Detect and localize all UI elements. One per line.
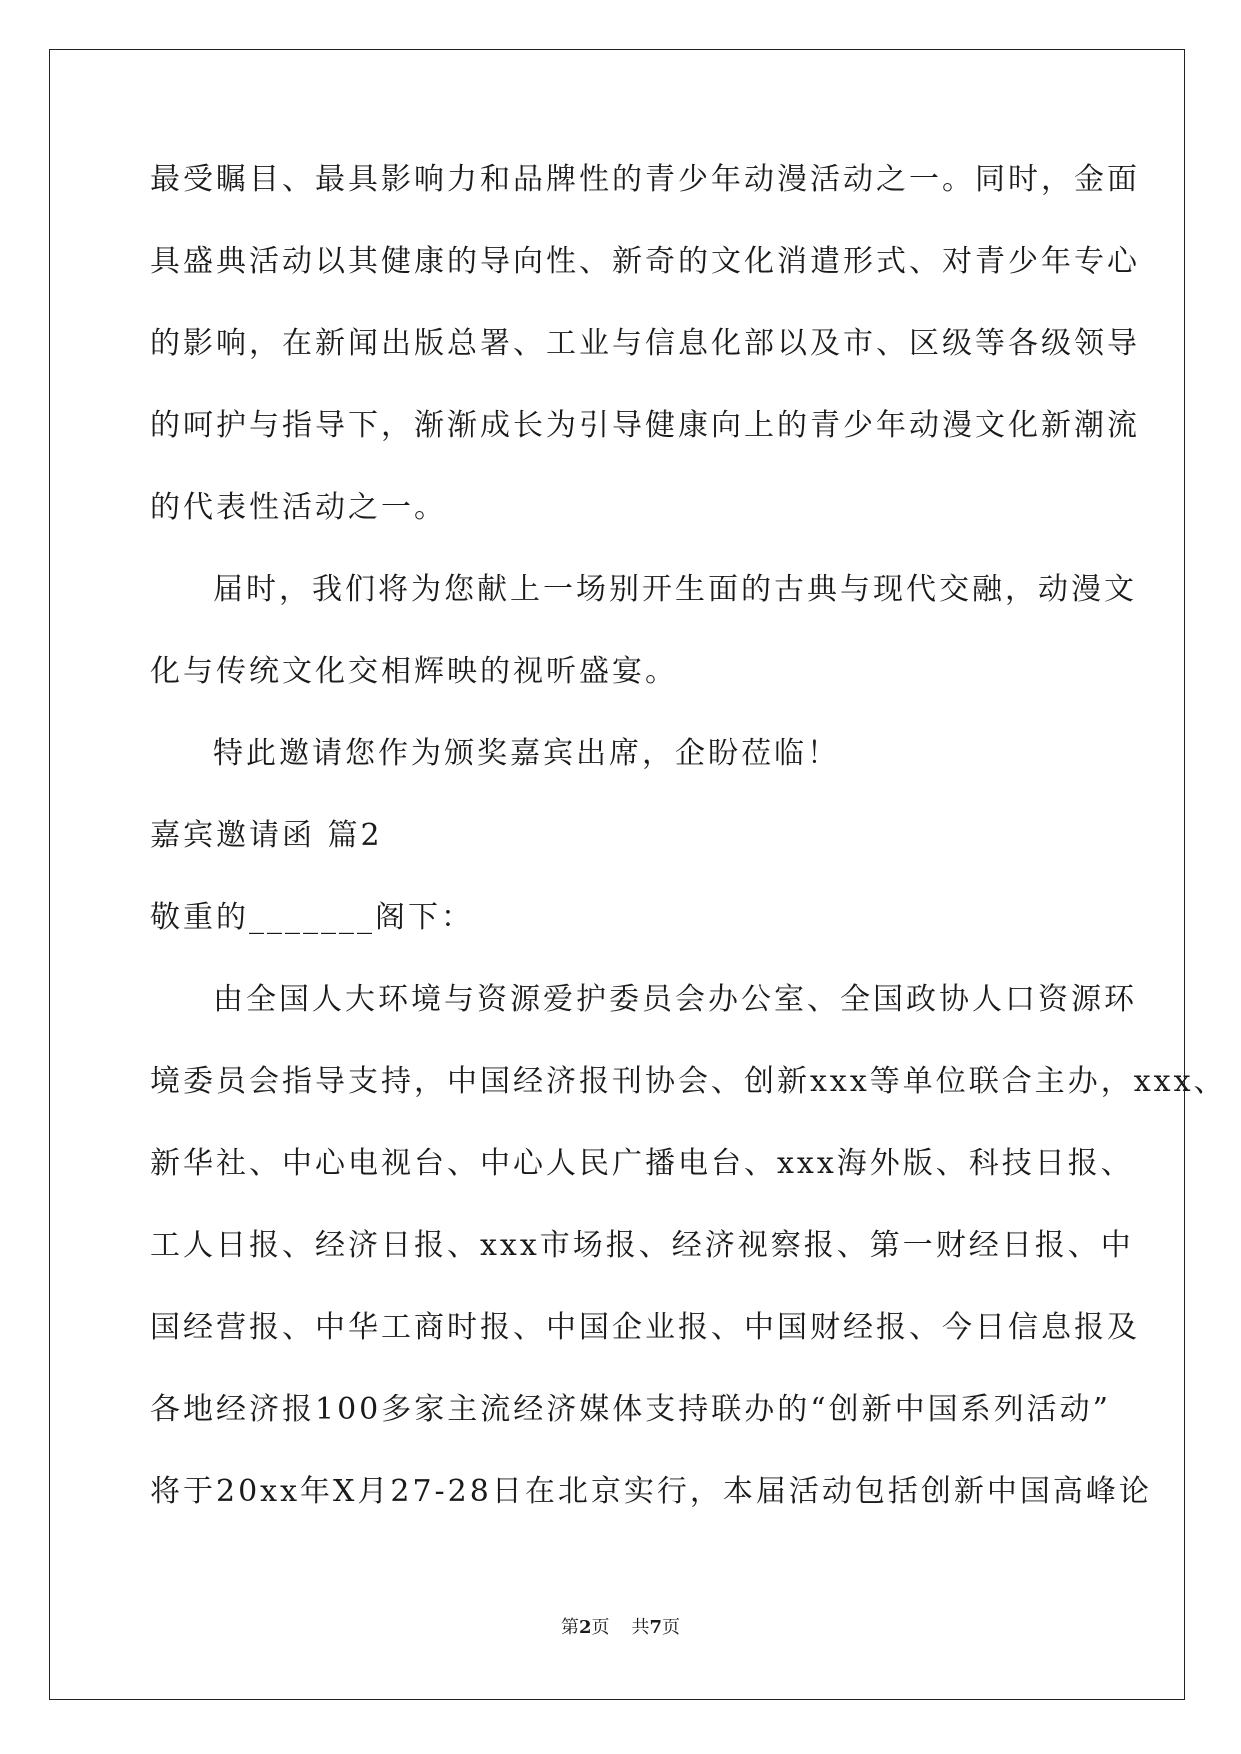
total-prefix: 共 — [631, 1617, 650, 1638]
total-suffix: 页 — [662, 1617, 681, 1638]
page-prefix: 第 — [560, 1617, 579, 1638]
paragraph-line: 将于20xx年X月27-28日在北京实行，本届活动包括创新中国高峰论 — [150, 1474, 1152, 1509]
paragraph-line: 届时，我们将为您献上一场别开生面的古典与现代交融，动漫文 — [213, 572, 1137, 607]
section-heading: 嘉宾邀请函 篇2 — [150, 818, 383, 853]
page-number: 2 — [578, 1617, 592, 1638]
paragraph-line: 各地经济报100多家主流经济媒体支持联办的“创新中国系列活动” — [150, 1392, 1111, 1427]
paragraph-line: 的影响，在新闻出版总署、工业与信息化部以及市、区级等各级领导 — [150, 326, 1140, 361]
salutation: 敬重的_______阁下： — [150, 900, 474, 935]
paragraph-line: 化与传统文化交相辉映的视听盛宴。 — [150, 654, 678, 689]
paragraph-line: 国经营报、中华工商时报、中国企业报、中国财经报、今日信息报及 — [150, 1310, 1140, 1345]
paragraph-line: 工人日报、经济日报、xxx市场报、经济视察报、第一财经日报、中 — [150, 1228, 1134, 1263]
paragraph-line: 特此邀请您作为颁奖嘉宾出席，企盼莅临！ — [213, 736, 840, 771]
page-total: 7 — [649, 1617, 663, 1638]
page-suffix: 页 — [591, 1617, 610, 1638]
paragraph-line: 境委员会指导支持，中国经济报刊协会、创新xxx等单位联合主办，xxx、 — [150, 1064, 1227, 1099]
paragraph-line: 新华社、中心电视台、中心人民广播电台、xxx海外版、科技日报、 — [150, 1146, 1134, 1181]
document-body — [150, 160, 1227, 1554]
paragraph-line: 由全国人大环境与资源爱护委员会办公室、全国政协人口资源环 — [213, 982, 1137, 1017]
paragraph-line: 具盛典活动以其健康的导向性、新奇的文化消遣形式、对青少年专心 — [150, 244, 1140, 279]
page-footer — [0, 1613, 1241, 1639]
paragraph-line: 最受瞩目、最具影响力和品牌性的青少年动漫活动之一。同时，金面 — [150, 162, 1140, 197]
paragraph-line: 的呵护与指导下，渐渐成长为引导健康向上的青少年动漫文化新潮流 — [150, 408, 1140, 443]
paragraph-line: 的代表性活动之一。 — [150, 490, 447, 525]
